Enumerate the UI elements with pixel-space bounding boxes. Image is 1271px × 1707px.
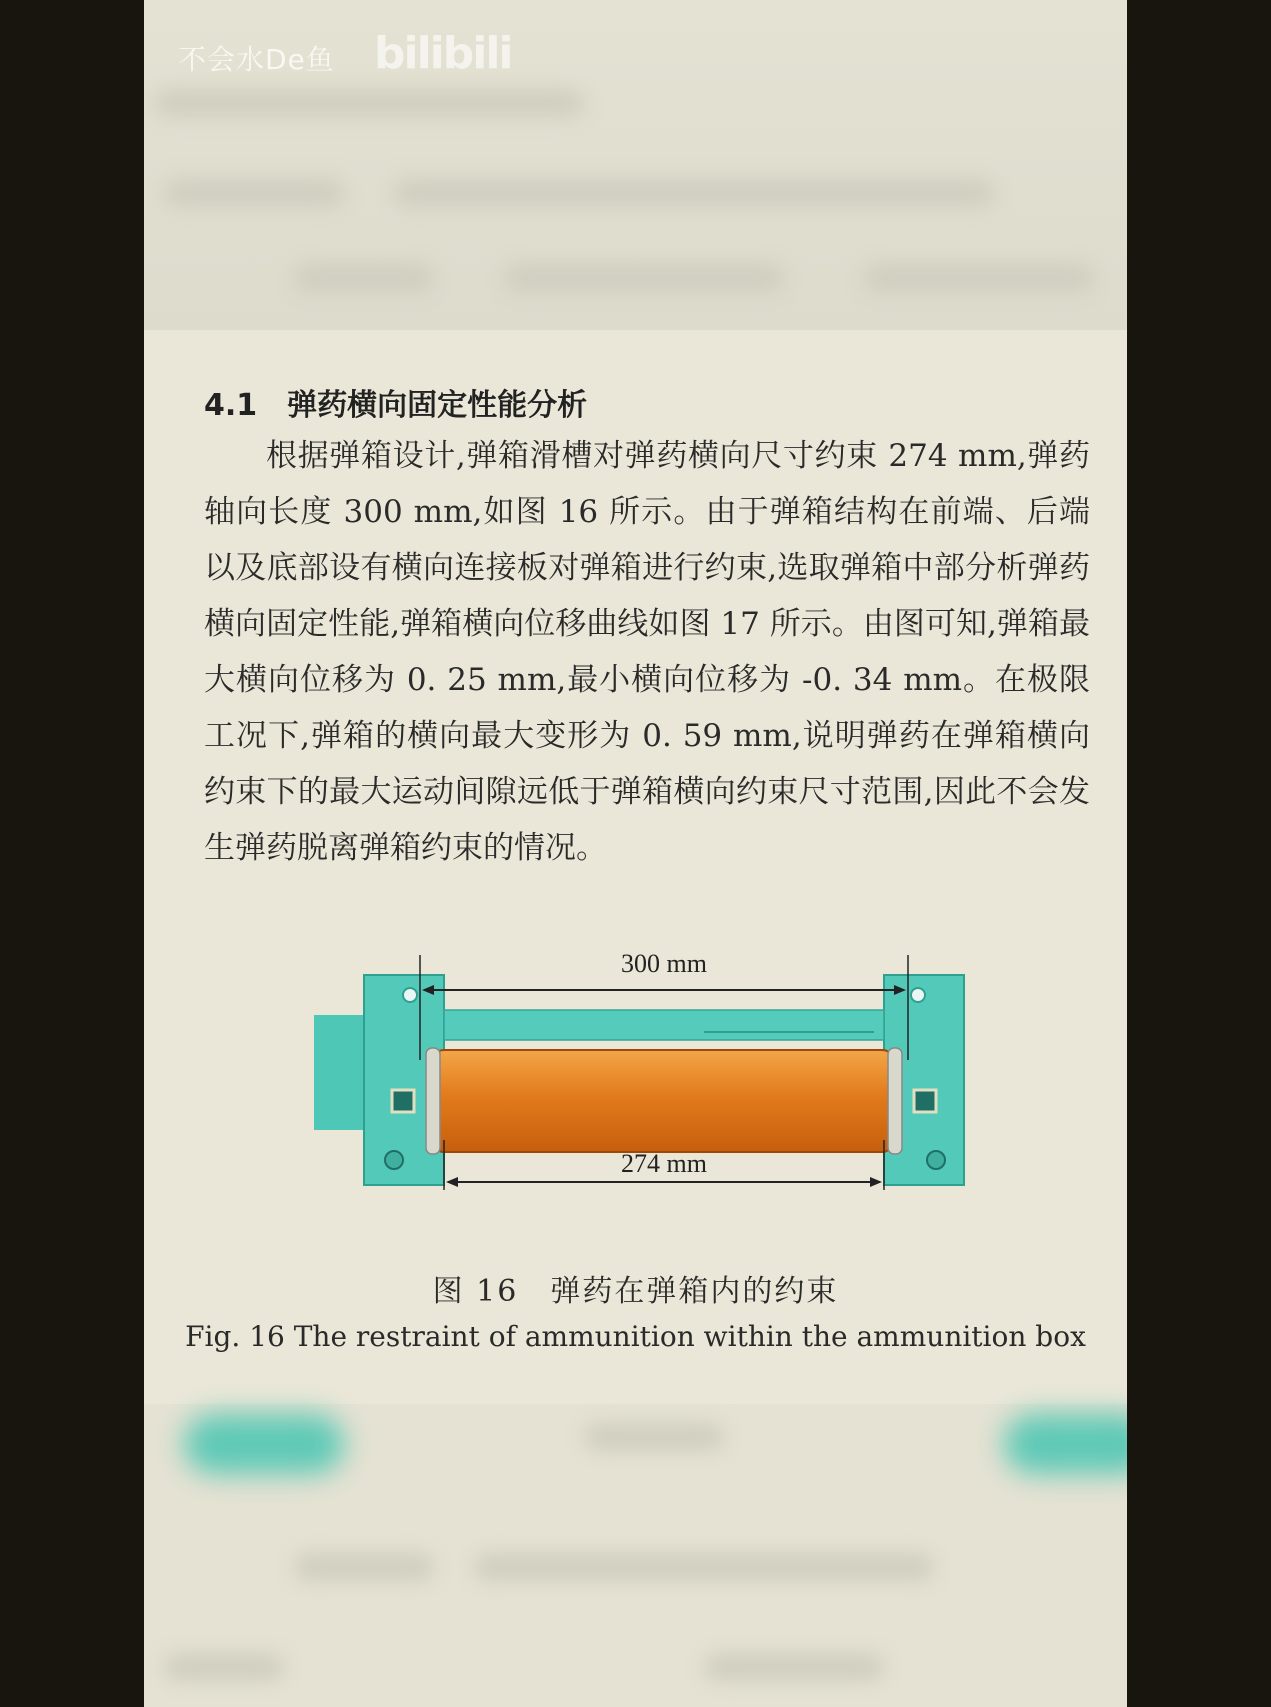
- right-bearing: [914, 1090, 936, 1112]
- bilibili-logo: bilibili: [374, 28, 512, 79]
- section-title: 弹药横向固定性能分析: [287, 388, 588, 423]
- watermark-username: 不会水De鱼: [178, 43, 335, 76]
- figure-16-diagram: [314, 950, 974, 1210]
- blurred-previous-content: [144, 0, 1127, 330]
- figure-caption-english: Fig. 16 The restraint of ammunition within the ammunition box: [185, 1320, 1086, 1353]
- section-heading: [204, 380, 587, 424]
- section-number: 4.1: [204, 388, 258, 423]
- paper-excerpt: [144, 330, 1127, 1404]
- left-bearing: [392, 1090, 414, 1112]
- ammunition-cylinder: [432, 1050, 894, 1152]
- top-rail: [444, 1010, 884, 1040]
- body-paragraph: 根据弹箱设计,弹箱滑槽对弹药横向尺寸约束 274 mm,弹药轴向长度 300 mm,如图 16 所示。由于弹箱结构在前端、后端以及底部设有横向连接板对弹箱进行约束,选取弹箱中部分析弹药横向固定性能,弹箱横向位移曲线如图 17 所示。由图可知,弹箱最大横向位移为 0. 25 mm,最小横向位移为 -0. 34 mm。在极限工况下,弹箱的横向最大变形为 0. 59 mm,说明弹药在弹箱横向约束下的最大运动间隙远低于弹箱横向约束尺寸范围,因此不会发生弹药脱离弹箱约束的情况。: [204, 438, 1090, 866]
- document-page: [144, 0, 1127, 1707]
- left-mount-plate: [314, 1015, 366, 1130]
- right-hole-top: [911, 988, 925, 1002]
- blurred-next-content: [144, 1404, 1127, 1707]
- right-bolt: [927, 1151, 945, 1169]
- left-bolt: [385, 1151, 403, 1169]
- dimension-label-300: 300 mm: [621, 950, 707, 978]
- dimension-label-274: 274 mm: [621, 1149, 707, 1178]
- figure-caption-chinese: 图 16 弹药在弹箱内的约束: [432, 1274, 839, 1309]
- left-hole-top: [403, 988, 417, 1002]
